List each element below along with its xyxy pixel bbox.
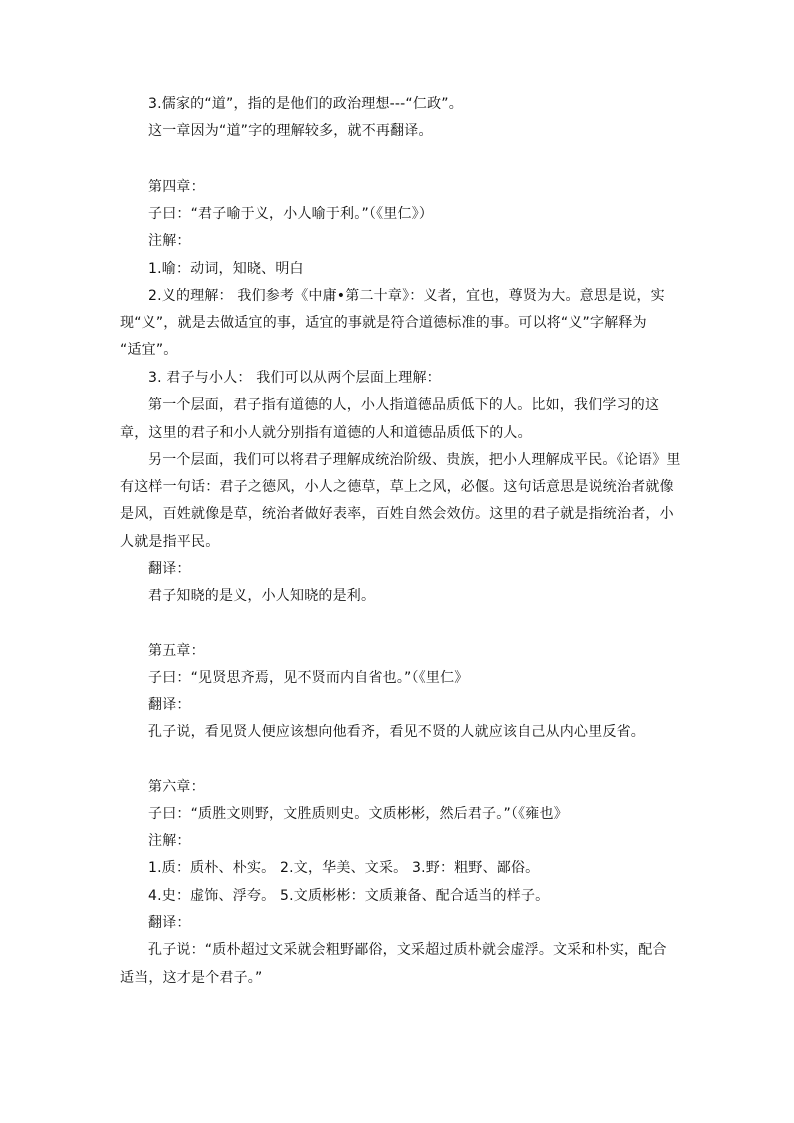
text-line: 现“义”，就是去做适宜的事，适宜的事就是符合道德标准的事。可以将“义”字解释为 — [120, 315, 647, 331]
section-label: 翻译： — [148, 915, 191, 931]
text-line: 子曰：“质胜文则野，文胜质则史。文质彬彬，然后君子。”（《雍也》 — [148, 806, 568, 822]
section-label: 注解： — [148, 833, 191, 849]
text-line: 孔子说，看见贤人便应该想向他看齐，看见不贤的人就应该自己从内心里反省。 — [148, 724, 645, 740]
text-line: 3. 君子与小人： 我们可以从两个层面上理解： — [148, 370, 441, 386]
text-line: 第一个层面，君子指有道德的人，小人指道德品质低下的人。比如，我们学习的这 — [148, 397, 660, 413]
text-line: 是风，百姓就像是草，统治者做好表率，百姓自然会效仿。这里的君子就是指统治者，小 — [120, 506, 674, 522]
text-line: “适宜”。 — [120, 342, 178, 358]
text-line: 适当，这才是个君子。” — [120, 970, 263, 986]
text-line: 4.史：虚饰、浮夸。 5.文质彬彬：文质兼备、配合适当的样子。 — [148, 888, 550, 904]
text-line: 有这样一句话：君子之德风，小人之德草，草上之风，必偃。这句话意思是说统治者就像 — [120, 479, 674, 495]
chapter-heading: 第六章： — [148, 779, 205, 795]
text-line: 另一个层面，我们可以将君子理解成统治阶级、贵族，把小人理解成平民。《论语》里 — [148, 452, 681, 468]
text-line: 子曰：“见贤思齐焉，见不贤而内自省也。”（《里仁》 — [148, 670, 469, 686]
text-line: 2.义的理解： 我们参考《中庸•第二十章》：义者，宜也，尊贤为大。意思是说，实 — [148, 288, 665, 304]
chapter-heading: 第五章： — [148, 643, 205, 659]
text-line: 章，这里的君子和小人就分别指有道德的人和道德品质低下的人。 — [120, 425, 532, 441]
text-line: 3.儒家的“道”，指的是他们的政治理想---“仁政”。 — [148, 96, 463, 112]
section-label: 翻译： — [148, 697, 191, 713]
text-line: 君子知晓的是义，小人知晓的是利。 — [148, 588, 376, 604]
text-line: 孔子说：“质朴超过文采就会粗野鄙俗，文采超过质朴就会虚浮。文采和朴实，配合 — [148, 942, 667, 958]
chapter-heading: 第四章： — [148, 179, 205, 195]
text-line: 人就是指平民。 — [120, 534, 220, 550]
text-line: 1.质：质朴、朴实。 2.文，华美、文采。 3.野：粗野、鄙俗。 — [148, 860, 540, 876]
text-line: 1.喻：动词，知晓、明白 — [148, 261, 304, 277]
text-line: 这一章因为“道”字的理解较多，就不再翻译。 — [148, 123, 433, 139]
text-line: 子曰：“君子喻于义，小人喻于利。”（《里仁》） — [148, 206, 434, 222]
section-label: 翻译： — [148, 561, 191, 577]
section-label: 注解： — [148, 233, 191, 249]
